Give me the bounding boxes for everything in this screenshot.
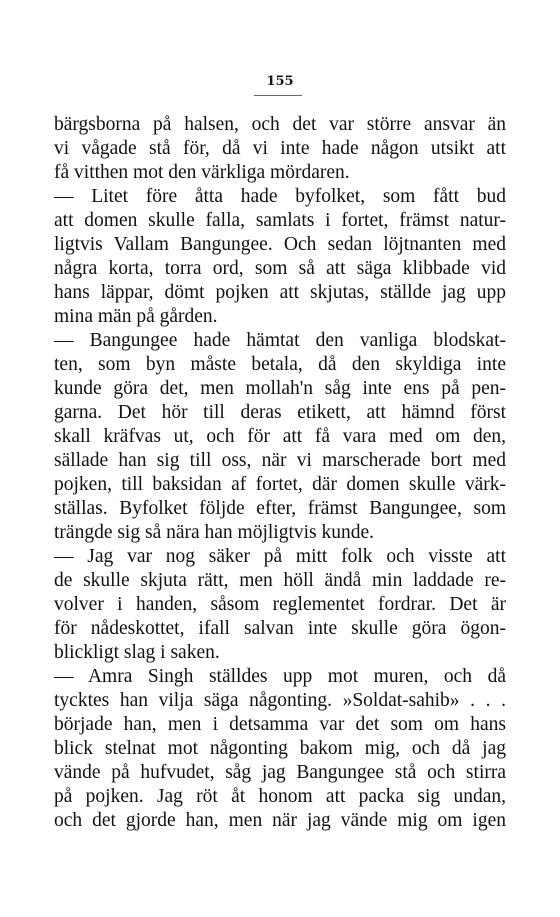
text-line: hans läppar, dömt pojken att skjutas, ställde jag upp (54, 282, 506, 303)
paragraph-5 (54, 665, 506, 833)
text-line: — Amra Singh ställdes upp mot muren, och då (54, 666, 506, 687)
text-line: och det gjorde han, men när jag vände mig om igen (54, 810, 506, 831)
text-line: de skulle skjuta rätt, men höll ändå min laddade re- (54, 570, 506, 591)
text-line: skall kräfvas ut, och för att få vara med om den, (54, 426, 506, 447)
text-line: — Litet före åtta hade byfolket, som fått bud (54, 186, 506, 207)
paragraph-3 (54, 329, 506, 545)
text-line: ställas. Byfolket följde efter, främst Bangungee, som (54, 498, 506, 519)
text-line: på pojken. Jag röt åt honom att packa sig undan, (54, 786, 506, 807)
text-line: tycktes han vilja säga någonting. »Soldat-sahib» . . . (54, 690, 506, 711)
text-line: få vitthen mot den värkliga mördaren. (54, 162, 350, 183)
paragraph-2 (54, 185, 506, 329)
text-line: pojken, till baksidan af fortet, där domen skulle värk- (54, 474, 506, 495)
text-line: — Bangungee hade hämtat den vanliga blodskat- (54, 330, 506, 351)
text-line: sällade han sig till oss, när vi marscherade bort med (54, 450, 506, 471)
text-line: bärgsborna på halsen, och det var större ansvar än (54, 114, 506, 135)
text-line: blick stelnat mot någonting bakom mig, och då jag (54, 738, 506, 759)
text-line: volver i handen, såsom reglementet fordrar. Det är (54, 594, 506, 615)
text-line: mina män på gården. (54, 306, 218, 327)
text-line: vi vågade stå för, då vi inte hade någon utsikt att (54, 138, 506, 159)
text-line: garna. Det hör till deras etikett, att hämnd först (54, 402, 506, 423)
text-line: ten, som byn måste betala, då den skyldiga inte (54, 354, 506, 375)
paragraph-1 (54, 113, 506, 185)
text-line: ligtvis Vallam Bangungee. Och sedan löjtnanten med (54, 234, 506, 255)
page-number-rule (254, 95, 302, 96)
text-line: för nådeskottet, ifall salvan inte skulle göra ögon- (54, 618, 506, 639)
text-line: trängde sig så nära han möjligtvis kunde. (54, 522, 375, 543)
page-number: 155 (266, 74, 294, 89)
text-line: vände på hufvudet, såg jag Bangungee stå och stirra (54, 762, 506, 783)
paragraph-4 (54, 545, 506, 665)
text-line: några korta, torra ord, som så att säga klibbade vid (54, 258, 506, 279)
text-line: började han, men i detsamma var det som om hans (54, 714, 506, 735)
text-line: att domen skulle falla, samlats i fortet, främst natur- (54, 210, 506, 231)
text-line: kunde göra det, men mollah'n såg inte ens på pen- (54, 378, 506, 399)
text-line: blickligt slag i saken. (54, 642, 220, 663)
body-text (54, 113, 506, 833)
text-line: — Jag var nog säker på mitt folk och visste att (54, 546, 506, 567)
